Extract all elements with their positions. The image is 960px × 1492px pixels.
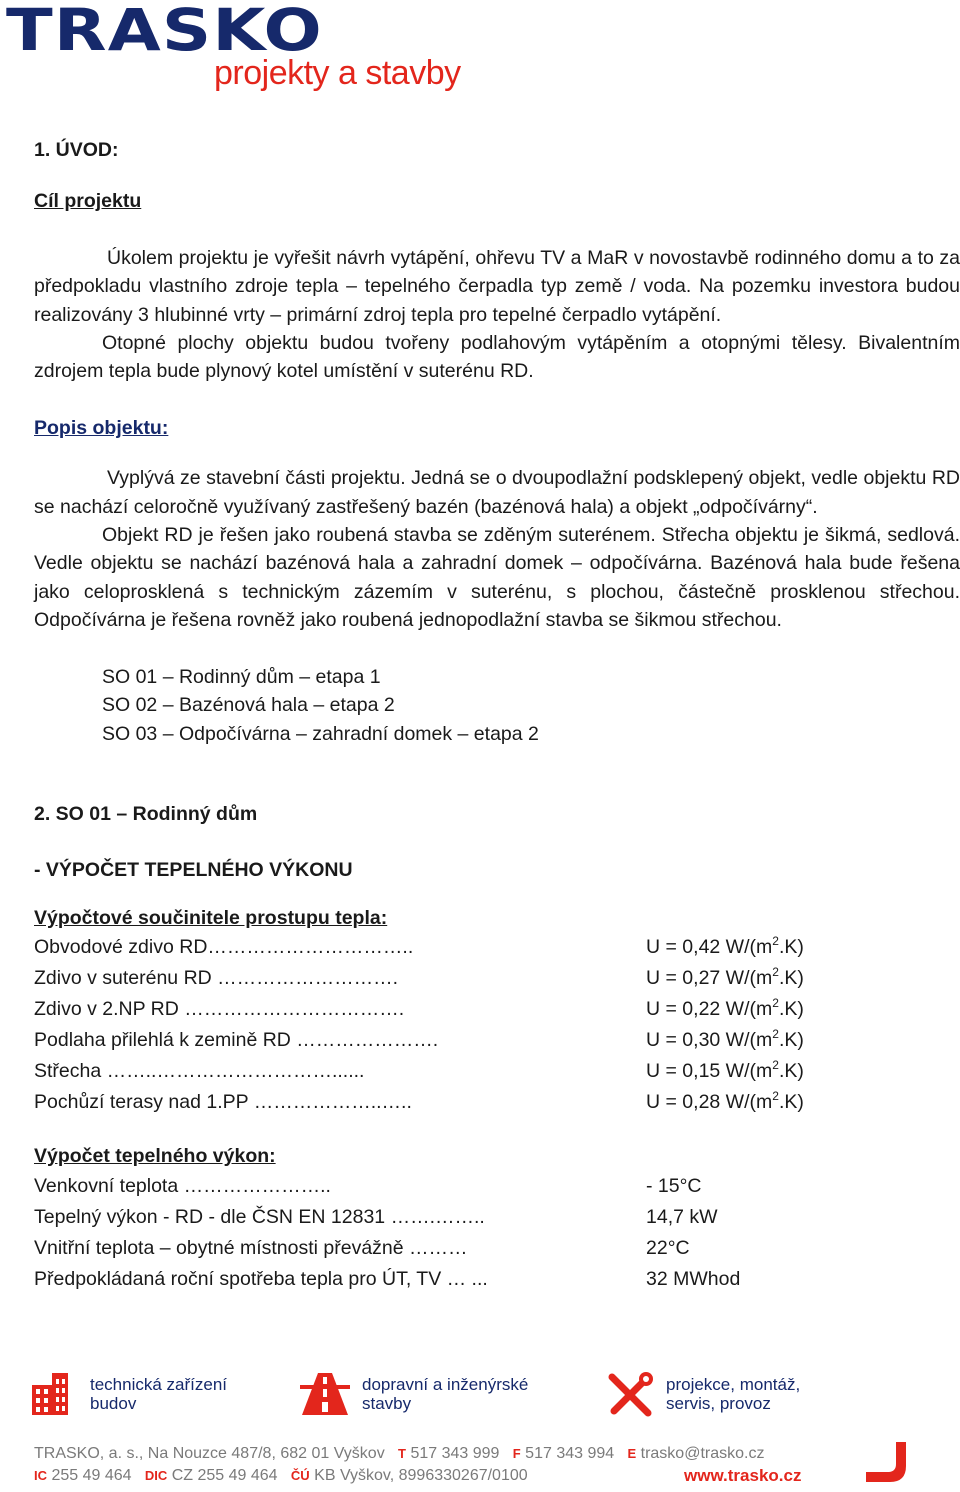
table-row (34, 1056, 960, 1087)
building-icon (30, 1371, 78, 1417)
email-link[interactable]: trasko@trasko.cz (640, 1445, 765, 1462)
coefficients-title: Výpočtové součinitele prostupu tepla: (34, 906, 388, 929)
row-label: Předpokládaná roční spotřeba tepla pro ÚT, TV … ... (34, 1267, 488, 1290)
road-icon (300, 1371, 350, 1417)
division-label: dopravní a inženýrské (362, 1375, 529, 1394)
ic-key: IC (34, 1468, 47, 1483)
company-address: TRASKO, a. s., Na Nouzce 487/8, 682 01 Vyškov (34, 1445, 385, 1462)
company-logo (6, 0, 476, 94)
row-value: 14,7 kW (646, 1205, 718, 1228)
division-tools (606, 1370, 800, 1418)
row-label: Podlaha přilehlá k zemině RD …………………. (34, 1029, 439, 1052)
row-value: 22°C (646, 1236, 690, 1259)
calculation-subheading: - VÝPOČET TEPELNÉHO VÝKONU (34, 859, 353, 882)
row-value: - 15°C (646, 1174, 702, 1197)
description-title: Popis objektu: (34, 416, 169, 439)
trasko-mark-icon (862, 1440, 910, 1484)
list-item: SO 03 – Odpočívárna – zahradní domek – etapa 2 (102, 722, 539, 745)
goal-paragraph: Úkolem projektu je vyřešit návrh vytápění, ohřevu TV a MaR v novostavbě rodinného domu a to za předpokladu vlastního zdroje tepla – tepelného čerpadla typ země / voda. Na pozemku investora budou realizovány 3 hlubinné vrty – primární zdroj tepla pro tepelné čerpadlo vytápění. (34, 246, 960, 326)
goal-paragraph-2: Otopné plochy objektu budou tvořeny podlahovým vytápěním a otopnými tělesy. Bivalentním zdrojem tepla bude plynový kotel umístění v suterénu RD. (34, 332, 960, 383)
list-item: SO 01 – Rodinný dům – etapa 1 (102, 665, 381, 688)
row-label: Vnitřní teplota – obytné místnosti převážně ……… (34, 1236, 468, 1259)
bank-account: KB Vyškov, 8996330267/0100 (314, 1467, 528, 1484)
row-label: Venkovní teplota ………………….. (34, 1174, 331, 1197)
description-paragraph-2: Objekt RD je řešen jako roubená stavba se zděným suterénem. Střecha objektu je šikmá, sedlová. Vedle objektu se nachází bazénová hala a zahradní domek – odpočívárna. Bazénová hala bude řešena jako celoprosklená s technickým zázemím v suterénu, s plochou, částečně prosklenou střechou. Odpočívárna je řešena rovněž jako roubená jednopodlažní stavba se šikmou střechou. (34, 524, 960, 632)
section-2-heading: 2. SO 01 – Rodinný dům (34, 802, 258, 825)
table-row (34, 1025, 960, 1056)
calculation-title: Výpočet tepelného výkon: (34, 1145, 276, 1168)
row-label: Zdivo v 2.NP RD ……………………………. (34, 998, 405, 1021)
ic-number: 255 49 464 (51, 1467, 132, 1484)
division-label: technická zařízení (90, 1375, 228, 1394)
dic-number: CZ 255 49 464 (171, 1467, 278, 1484)
table-row (34, 1233, 960, 1264)
footer-registration-line (34, 1467, 528, 1485)
division-label: servis, provoz (666, 1394, 771, 1413)
row-value: 32 MWhod (646, 1267, 741, 1290)
goal-title: Cíl projektu (34, 190, 142, 213)
row-label: Pochůzí terasy nad 1.PP ………………..….. (34, 1091, 412, 1114)
table-row (34, 1087, 960, 1118)
calculation-table (34, 1171, 960, 1295)
phone-number: 517 343 999 (410, 1445, 500, 1462)
document-body (34, 136, 960, 1295)
division-label: budov (90, 1394, 137, 1413)
footer-divisions (30, 1370, 930, 1420)
list-item: SO 02 – Bazénová hala – etapa 2 (102, 694, 395, 717)
fax-number: 517 343 994 (525, 1445, 615, 1462)
division-building (30, 1370, 227, 1418)
table-row (34, 1202, 960, 1233)
website-link[interactable]: www.trasko.cz (684, 1466, 802, 1485)
email-key: E (627, 1446, 637, 1461)
row-value: U = 0,15 $W/(m^2.K)$ (646, 1058, 804, 1083)
bank-key: ČÚ (290, 1468, 310, 1483)
row-value: U = 0,30 $W/(m^2.K)$ (646, 1027, 804, 1052)
phone-key: T (398, 1446, 406, 1461)
row-label: Tepelný výkon - RD - dle ČSN EN 12831 …….…….. (34, 1205, 485, 1228)
logo-tagline: projekty a stavby (214, 54, 461, 92)
logo-wordmark: TRASKO (6, 0, 323, 64)
row-value: U = 0,22 $W/(m^2.K)$ (646, 996, 804, 1021)
dic-key: DIC (144, 1468, 168, 1483)
row-value: U = 0,27 $W/(m^2.K)$ (646, 965, 804, 990)
row-label: Střecha ……..………………………...... (34, 1060, 365, 1083)
row-label: Zdivo v suterénu RD ………………………. (34, 967, 399, 990)
description-paragraph: Vyplývá ze stavební části projektu. Jedná se o dvoupodlažní podsklepený objekt, vedle objektu RD se nachází celoročně využívaný zastřešený bazén (bazénová hala) a objekt „odpočívárny“. (34, 467, 960, 518)
table-row (34, 1264, 960, 1295)
building-objects-list (34, 663, 960, 748)
tools-icon (606, 1371, 654, 1417)
table-row (34, 963, 960, 994)
division-label: stavby (362, 1394, 412, 1413)
row-label: Obvodové zdivo RD………………………….. (34, 936, 414, 959)
fax-key: F (512, 1446, 521, 1461)
table-row (34, 932, 960, 963)
row-value: U = 0,42 $W/(m^2.K)$ (646, 934, 804, 959)
coefficients-table (34, 932, 960, 1118)
row-value: U = 0,28 $W/(m^2.K)$ (646, 1089, 804, 1114)
section-1-heading: 1. ÚVOD: (34, 139, 119, 161)
footer-contact-line (34, 1445, 764, 1463)
table-row (34, 1171, 960, 1202)
table-row (34, 994, 960, 1025)
division-road (300, 1370, 528, 1418)
division-label: projekce, montáž, (666, 1375, 801, 1394)
